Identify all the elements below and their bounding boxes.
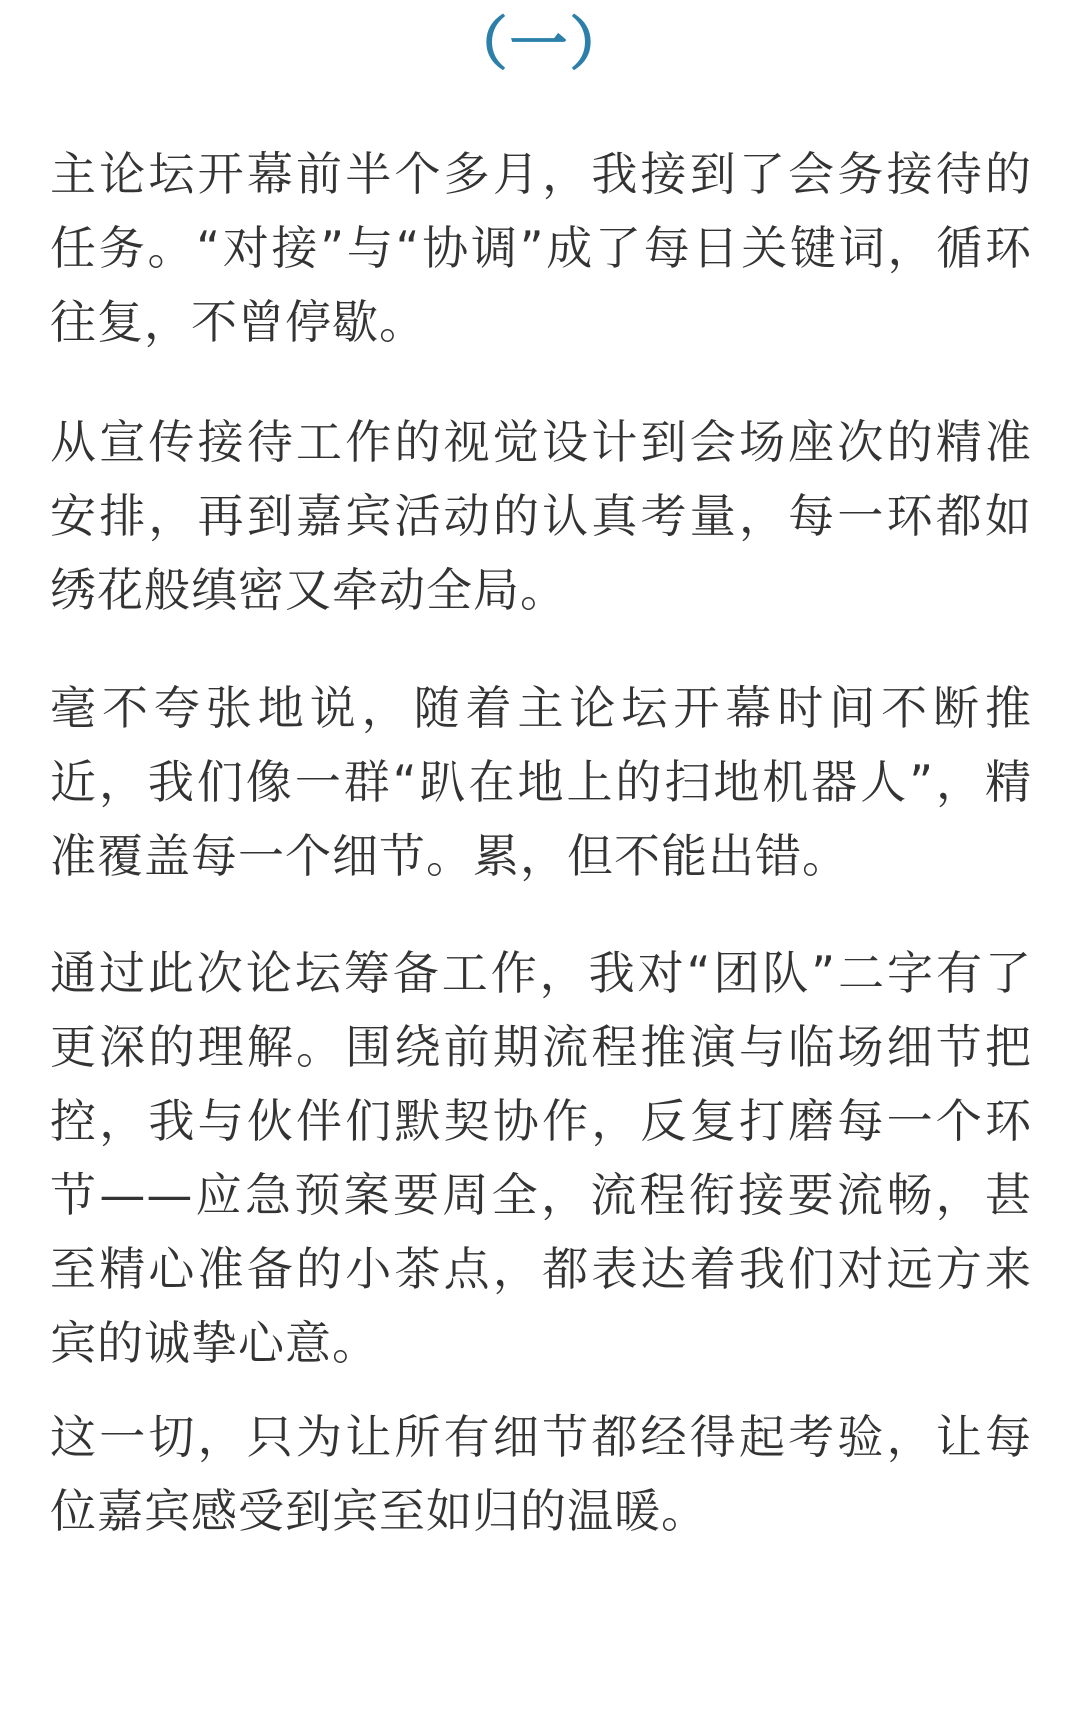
- paragraph-1: 主论坛开幕前半个多月，我接到了会务接待的任务。“对接”与“协调”成了每日关键词，循环往复，不曾停歇。: [50, 147, 1032, 349]
- paragraph-4: 通过此次论坛筹备工作，我对“团队”二字有了更深的理解。围绕前期流程推演与临场细节把控，我与伙伴们默契协作，反复打磨每一个环节——应急预案要周全，流程衔接要流畅，甚至精心准备的小茶点，都表达着我们对远方来宾的诚挚心意。: [50, 946, 1032, 1370]
- section-heading: （一）: [449, 10, 630, 78]
- paragraph-2: 从宣传接待工作的视觉设计到会场座次的精准安排，再到嘉宾活动的认真考量，每一环都如绣花般缜密又牵动全局。: [50, 415, 1032, 617]
- paragraph-5: 这一切，只为让所有细节都经得起考验，让每位嘉宾感受到宾至如归的温暖。: [50, 1410, 1032, 1538]
- paragraph-3: 毫不夸张地说，随着主论坛开幕时间不断推近，我们像一群“趴在地上的扫地机器人”，精准覆盖每一个细节。累，但不能出错。: [50, 681, 1032, 883]
